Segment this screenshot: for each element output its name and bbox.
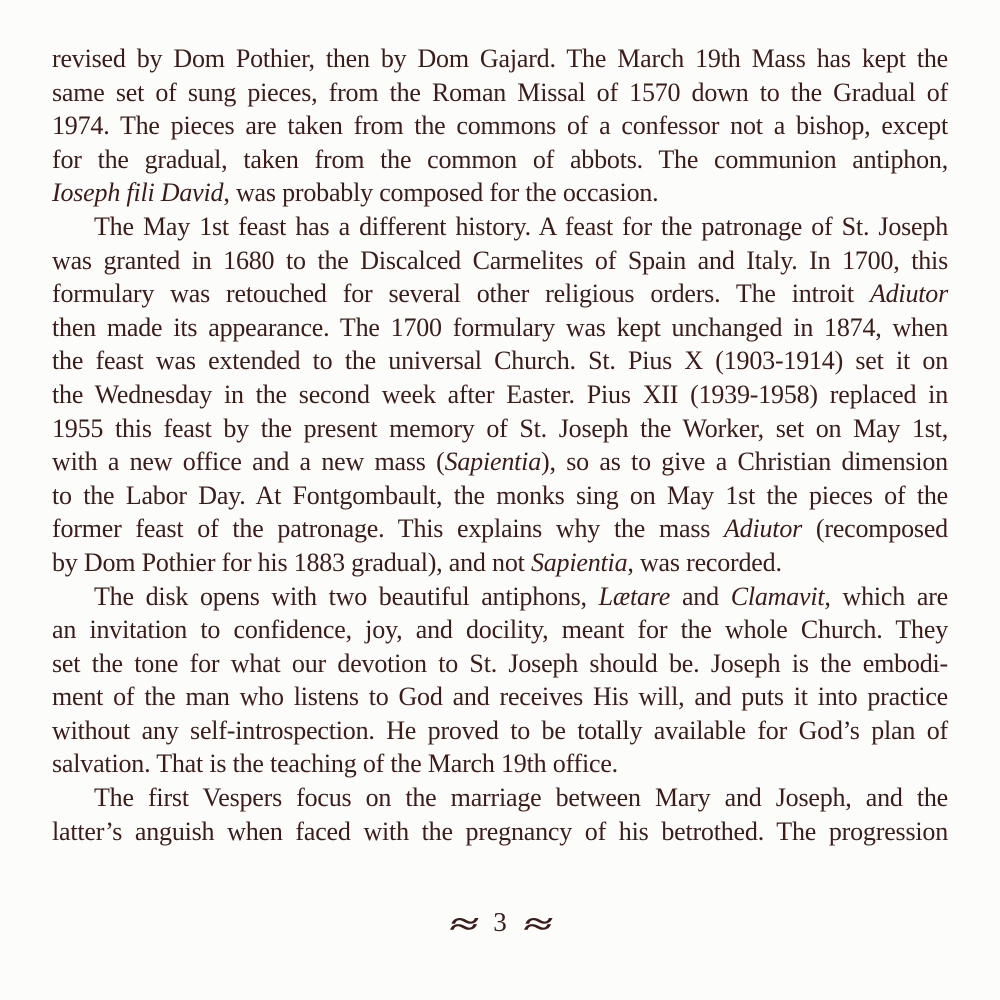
text-run: and [670, 581, 731, 611]
text-line [52, 747, 948, 781]
footer-ornament-left-icon: ≈ [445, 908, 482, 941]
text-run: ment of the man who listens to God and receives His will, and puts it into practice [52, 682, 948, 712]
text-line [52, 445, 948, 479]
text-run: with a new office and a new mass ( [52, 447, 445, 477]
text-line [52, 378, 948, 412]
text-run: , was recorded. [627, 547, 782, 577]
text-line [52, 512, 948, 546]
footer-ornament-right-icon: ≈ [519, 908, 556, 941]
page-footer [0, 906, 1000, 941]
text-run: revised by Dom Pothier, then by Dom Gajard. The March 19th Mass has kept the [52, 44, 948, 73]
italic-text-run: Lætare [598, 581, 671, 611]
text-run: then made its appearance. The 1700 formulary was kept unchanged in 1874, when [52, 312, 948, 342]
text-run: The May 1st feast has a different history. A feast for the patronage of St. Joseph [94, 211, 948, 241]
text-run: formulary was retouched for several other religious orders. The introit [52, 279, 870, 309]
italic-text-run: Sapientia [444, 447, 541, 477]
paragraph [52, 210, 948, 580]
text-line [52, 109, 948, 143]
text-line [52, 277, 948, 311]
text-line [52, 311, 948, 345]
text-line [52, 479, 948, 513]
text-line [52, 244, 948, 278]
text-line [52, 647, 948, 681]
text-line [52, 613, 948, 647]
text-line [52, 76, 948, 110]
text-line [52, 815, 948, 849]
text-line [52, 580, 948, 614]
text-run: ), so as to give a Christian dimension [541, 447, 948, 477]
text-run: 1974. The pieces are taken from the commons of a confessor not a bishop, except [52, 111, 948, 141]
text-line [52, 412, 948, 446]
text-line [52, 546, 948, 580]
text-run: , which are [824, 581, 948, 611]
italic-text-run: Adiutor [724, 514, 803, 544]
text-run: was granted in 1680 to the Discalced Carmelites of Spain and Italy. In 1700, this [52, 245, 948, 275]
text-run: without any self-introspection. He proved to be totally available for God’s plan of [52, 715, 948, 745]
italic-text-run: Sapientia [530, 547, 628, 577]
text-block [52, 42, 948, 848]
page-number: 3 [493, 906, 507, 937]
text-line [52, 176, 948, 210]
text-run: the feast was extended to the universal Church. St. Pius X (1903-1914) set it on [52, 346, 948, 376]
text-run: The first Vespers focus on the marriage between Mary and Joseph, and the [94, 783, 948, 813]
text-run: former feast of the patronage. This explains why the mass [52, 514, 724, 544]
text-line [52, 680, 948, 714]
text-run: (recomposed [802, 514, 948, 544]
text-line [52, 344, 948, 378]
text-run: an invitation to confidence, joy, and docility, meant for the whole Church. They [52, 615, 948, 645]
text-run: The disk opens with two beautiful antiphons, [94, 581, 599, 611]
text-line [52, 210, 948, 244]
paragraph [52, 42, 948, 210]
text-line [52, 42, 948, 76]
text-line [52, 714, 948, 748]
text-run: by Dom Pothier for his 1883 gradual), and not [52, 547, 531, 577]
italic-text-run: Clamavit [730, 581, 825, 611]
text-line [52, 143, 948, 177]
text-line [52, 781, 948, 815]
paragraph [52, 580, 948, 782]
text-run: , was probably composed for the occasion. [223, 178, 659, 208]
text-run: to the Labor Day. At Fontgombault, the monks sing on May 1st the pieces of the [52, 480, 948, 510]
text-run: the Wednesday in the second week after Easter. Pius XII (1939-1958) replaced in [52, 379, 948, 409]
text-run: for the gradual, taken from the common of abbots. The communion antiphon, [52, 144, 948, 174]
paragraph [52, 781, 948, 848]
italic-text-run: Adiutor [869, 279, 948, 309]
text-run: same set of sung pieces, from the Roman Missal of 1570 down to the Gradual of [52, 77, 948, 107]
text-run: salvation. That is the teaching of the March 19th office. [52, 749, 618, 779]
text-run: latter’s anguish when faced with the pregnancy of his betrothed. The progression [52, 816, 948, 846]
text-run: set the tone for what our devotion to St. Joseph should be. Joseph is the embodi- [52, 648, 948, 678]
text-run: 1955 this feast by the present memory of St. Joseph the Worker, set on May 1st, [52, 413, 948, 443]
italic-text-run: Ioseph fili David [52, 178, 224, 208]
